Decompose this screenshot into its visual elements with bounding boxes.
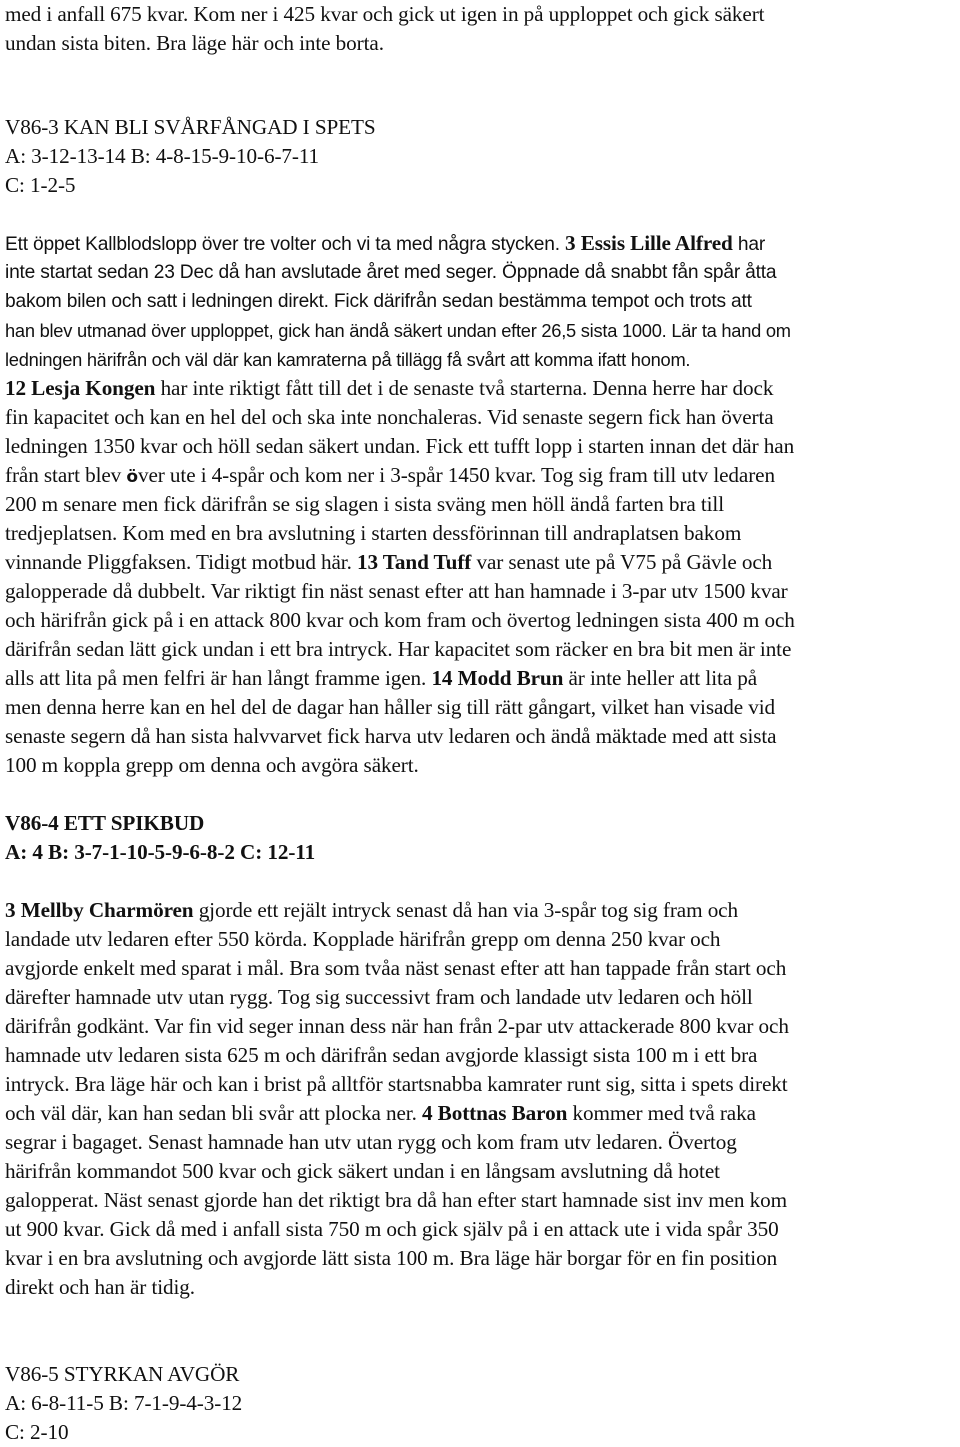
section-heading-v86-5: V86-5 STYRKAN AVGÖR: [5, 1362, 240, 1386]
text-line: inte startat sedan 23 Dec då han avslutade året med seger. Öppnade då snabbt fån spår åtta: [5, 262, 777, 283]
race-selection-c: C: 2-10: [5, 1420, 69, 1444]
section-heading-v86-3: V86-3 KAN BLI SVÅRFÅNGAD I SPETS: [5, 115, 376, 139]
text-line: segrar i bagaget. Senast hamnade han utv utan rygg och kom fram utv ledaren. Övertog: [5, 1130, 737, 1154]
text-line: kvar i en bra avslutning och avgjorde lätt sista 100 m. Bra läge här borgar för en fin position: [5, 1246, 778, 1270]
text-line: ledningen 1350 kvar och höll sedan säkert undan. Fick ett tufft lopp i starten innan det där han: [5, 434, 795, 458]
text-line: senaste segern då han sista halvvarvet fick harva utv ledaren och ändå mäktade med att sista: [5, 724, 777, 748]
text-line: och väl där, kan han sedan bli svår att plocka ner. 4 Bottnas Baron kommer med två raka: [5, 1101, 756, 1125]
text-line: 200 m senare men fick därifrån se sig slagen i sista sväng men höll ändå farten bra till: [5, 492, 725, 516]
text-line: fin kapacitet och kan en hel del och ska inte nonchaleras. Vid senaste segern fick han överta: [5, 405, 774, 429]
race-selection-c: C: 1-2-5: [5, 173, 76, 197]
text-line: från start blev över ute i 4-spår och kom ner i 3-spår 1450 kvar. Tog sig fram till utv ledaren: [5, 463, 775, 487]
section-heading-v86-4: V86-4 ETT SPIKBUD: [5, 811, 205, 835]
horse-name: 3 Mellby Charmören: [5, 898, 194, 922]
text-line: 3 Mellby Charmören gjorde ett rejält intryck senast då han via 3-spår tog sig fram och: [5, 898, 738, 922]
text-line: med i anfall 675 kvar. Kom ner i 425 kvar och gick ut igen in på upploppet och gick säkert: [5, 2, 765, 26]
text-line: ledningen härifrån och väl där kan kamraterna på tillägg få svårt att komma ifatt honom.: [5, 349, 691, 370]
text-line: 100 m koppla grepp om denna och avgöra säkert.: [5, 753, 419, 777]
text-line: han blev utmanad över upploppet, gick han ändå säkert undan efter 26,5 sista 1000. Lär ta hand om: [5, 320, 791, 341]
text-line: därifrån sedan lätt gick undan i ett bra intryck. Har kapacitet som räcker en bra bit men är inte: [5, 637, 792, 661]
text-line: galopperade då dubbelt. Var riktigt fin näst senast efter att han hamnade i 3-par utv 1500 kvar: [5, 579, 788, 603]
text-line: hamnade utv ledaren sista 625 m och därifrån sedan avgjorde klassigt sista 100 m i ett bra: [5, 1043, 758, 1067]
text-line: Ett öppet Kallblodslopp över tre volter och vi ta med några stycken. 3 Essis Lille Alfred har: [5, 231, 766, 255]
text-line: alls att lita på men felfri är han långt framme igen. 14 Modd Brun är inte heller att lita på: [5, 666, 758, 690]
race-selection-ab: A: 3-12-13-14 B: 4-8-15-9-10-6-7-11: [5, 144, 320, 168]
horse-name: 14 Modd Brun: [431, 666, 564, 690]
text-line: undan sista biten. Bra läge här och inte borta.: [5, 31, 384, 55]
horse-name: 3 Essis Lille Alfred: [565, 231, 733, 255]
horse-name: 4 Bottnas Baron: [421, 1101, 568, 1125]
text-line: bakom bilen och satt i ledningen direkt. Fick därifrån sedan bestämma tempot och trots att: [5, 291, 752, 312]
text-line: ut 900 kvar. Gick då med i anfall sista 750 m och gick själv på i en attack ute i vida spår 350: [5, 1217, 779, 1241]
text-line: härifrån kommandot 500 kvar och gick säkert undan i en långsam avslutning då hotet: [5, 1159, 720, 1183]
text-line: avgjorde enkelt med sparat i mål. Bra som tvåa näst senast efter att han tappade från start och: [5, 956, 787, 980]
race-selection-ab: A: 6-8-11-5 B: 7-1-9-4-3-12: [5, 1391, 243, 1415]
text-line: intryck. Bra läge här och kan i brist på alltför startsnabba kamrater runt sig, sitta i spets direkt: [5, 1072, 788, 1096]
text-line: därifrån godkänt. Var fin vid seger innan dess när han från 2-par utv attackerade 800 kvar och: [5, 1014, 789, 1038]
text-line: 12 Lesja Kongen har inte riktigt fått till det i de senaste två starterna. Denna herre har dock: [5, 376, 774, 400]
text-line: galopperat. Näst senast gjorde han det riktigt bra då han efter start hamnade sist inv men kom: [5, 1188, 787, 1212]
text-line: men denna herre kan en hel del de dagar han håller sig till rätt gångart, vilket han visade vid: [5, 695, 776, 719]
horse-name: 12 Lesja Kongen: [5, 376, 156, 400]
text-line: därefter hamnade utv utan rygg. Tog sig successivt fram och landade utv ledaren och höll: [5, 985, 753, 1009]
text-line: landade utv ledaren efter 550 körda. Kopplade härifrån grepp om denna 250 kvar och: [5, 927, 721, 951]
text-line: direkt och han är tidig.: [5, 1275, 195, 1299]
text-line: vinnande Pliggfaksen. Tidigt motbud här. 13 Tand Tuff var senast ute på V75 på Gävle och: [5, 550, 773, 574]
text-line: och härifrån gick på i en attack 800 kvar och kom fram och övertog ledningen sista 400 m och: [5, 608, 795, 632]
race-selection-abc: A: 4 B: 3-7-1-10-5-9-6-8-2 C: 12-11: [5, 840, 316, 864]
horse-name: 13 Tand Tuff: [357, 550, 472, 574]
text-line: tredjeplatsen. Kom med en bra avslutning i starten dessförinnan till andraplatsen bakom: [5, 521, 742, 545]
